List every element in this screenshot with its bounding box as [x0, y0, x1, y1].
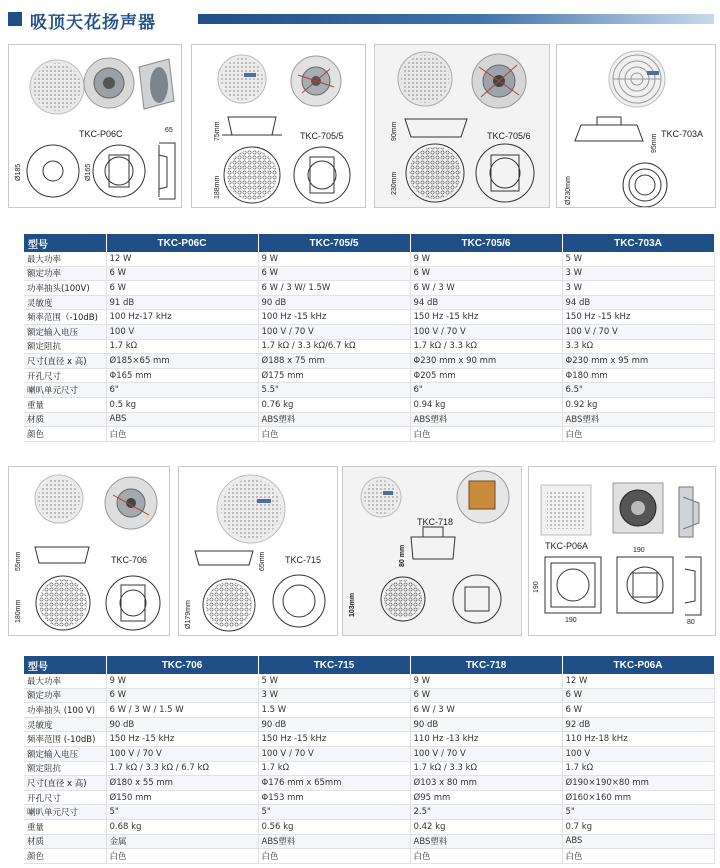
- spec-label: 额定功率: [24, 266, 106, 281]
- panel-model-label: TKC-706: [111, 555, 148, 565]
- panel-model-label: TKC-705/6: [487, 131, 531, 141]
- table-row: [24, 295, 714, 310]
- header-model-name: TKC-703A: [562, 234, 714, 252]
- spec-value: 0.94 kg: [410, 397, 562, 412]
- spec-value: Φ180 mm: [562, 368, 714, 383]
- spec-label: 尺寸(直径 x 高): [24, 354, 106, 369]
- spec-value: 白色: [106, 849, 258, 864]
- spec-value: ABS塑料: [258, 412, 410, 427]
- spec-value: 0.7 kg: [562, 819, 714, 834]
- spec-value: 0.42 kg: [410, 819, 562, 834]
- spec-value: Ø188 x 75 mm: [258, 354, 410, 369]
- product-panel-tkc-718: [342, 466, 522, 636]
- tkc-p06a-drawings: [529, 467, 715, 635]
- header-model-name: TKC-705/5: [258, 234, 410, 252]
- spec-value: 6.5": [562, 383, 714, 398]
- spec-value: Ø185×65 mm: [106, 354, 258, 369]
- table-row: [24, 354, 714, 369]
- spec-value: 90 dB: [106, 717, 258, 732]
- spec-value: 9 W: [410, 674, 562, 688]
- tkc-p06c-drawings: [9, 45, 181, 207]
- spec-value: 1.7 kΩ / 3.3 kΩ: [410, 761, 562, 776]
- spec-label: 材质: [24, 834, 106, 849]
- table-row: [24, 310, 714, 325]
- table-header-row: [24, 656, 714, 674]
- spec-value: 0.56 kg: [258, 819, 410, 834]
- product-panel-tkc-706: [8, 466, 170, 636]
- spec-label: 重量: [24, 397, 106, 412]
- spec-label: 额定输入电压: [24, 324, 106, 339]
- spec-value: 6 W: [410, 688, 562, 703]
- spec-value: 1.7 kΩ: [106, 339, 258, 354]
- tkc-706-drawings: [9, 467, 169, 635]
- dim-label: 190: [533, 581, 540, 593]
- spec-value: 6 W: [106, 266, 258, 281]
- spec-value: 6 W: [562, 688, 714, 703]
- table-row: [24, 688, 714, 703]
- spec-value: 3 W: [562, 266, 714, 281]
- spec-value: 100 V / 70 V: [106, 746, 258, 761]
- spec-value: Ø175 mm: [258, 368, 410, 383]
- spec-value: Φ230 mm x 95 mm: [562, 354, 714, 369]
- table-row: [24, 819, 714, 834]
- spec-label: 最大功率: [24, 252, 106, 266]
- table-row: [24, 368, 714, 383]
- spec-value: 6 W: [106, 688, 258, 703]
- panel-model-label: TKC-703A: [661, 129, 704, 139]
- table-header-row: [24, 234, 714, 252]
- dim-label: Ø230mm: [565, 176, 572, 205]
- spec-value: 150 Hz -15 kHz: [106, 732, 258, 747]
- dim-label: 75mm: [214, 121, 221, 141]
- table-row: [24, 717, 714, 732]
- dim-label: 65: [165, 127, 173, 134]
- spec-value: 100 Hz-17 kHz: [106, 310, 258, 325]
- spec-value: Φ205 mm: [410, 368, 562, 383]
- dim-label: 65mm: [259, 551, 266, 571]
- spec-value: ABS塑料: [410, 412, 562, 427]
- spec-value: 5 W: [562, 252, 714, 266]
- dim-label: Ø185: [15, 163, 22, 181]
- spec-label: 材质: [24, 412, 106, 427]
- spec-value: 12 W: [562, 674, 714, 688]
- spec-value: Ø180 x 55 mm: [106, 776, 258, 791]
- spec-value: 金属: [106, 834, 258, 849]
- spec-value: 100 V / 70 V: [410, 324, 562, 339]
- spec-value: ABS: [562, 834, 714, 849]
- panel-model-label: TKC-P06C: [79, 129, 123, 139]
- table-row: [24, 324, 714, 339]
- table-row: [24, 703, 714, 718]
- spec-value: 90 dB: [258, 717, 410, 732]
- spec-label: 灵敏度: [24, 295, 106, 310]
- spec-value: Φ176 mm x 65mm: [258, 776, 410, 791]
- spec-value: 1.7 kΩ / 3.3 kΩ: [410, 339, 562, 354]
- spec-value: 白色: [562, 849, 714, 864]
- spec-label: 功率抽头 (100 V): [24, 703, 106, 718]
- spec-value: 白色: [562, 427, 714, 442]
- spec-value: 94 dB: [410, 295, 562, 310]
- spec-label: 频率范围 (-10dB): [24, 732, 106, 747]
- panel-model-label: TKC-715: [285, 555, 322, 565]
- spec-label: 灵敏度: [24, 717, 106, 732]
- spec-value: 5 W: [258, 674, 410, 688]
- panel-model-label: TKC-P06A: [545, 541, 589, 551]
- table-row: [24, 849, 714, 864]
- spec-value: 6 W: [410, 266, 562, 281]
- header-label-model: 型号: [24, 234, 106, 252]
- header-model-name: TKC-P06A: [562, 656, 714, 674]
- tkc-703a-drawings: [557, 45, 715, 207]
- spec-value: 5": [562, 805, 714, 820]
- dim-label: 80 mm: [399, 544, 406, 567]
- spec-label: 尺寸(直径 x 高): [24, 776, 106, 791]
- table-row: [24, 397, 714, 412]
- spec-value: 9 W: [106, 674, 258, 688]
- spec-value: 0.5 kg: [106, 397, 258, 412]
- spec-table-1: [24, 234, 715, 442]
- spec-value: 白色: [258, 427, 410, 442]
- spec-value: Φ230 mm x 90 mm: [410, 354, 562, 369]
- spec-table-2: [24, 656, 715, 864]
- product-panel-tkc-p06c: [8, 44, 182, 208]
- table-row: [24, 776, 714, 791]
- dim-label: 188mm: [214, 175, 221, 199]
- spec-label: 开孔尺寸: [24, 790, 106, 805]
- dim-label: 230mm: [391, 171, 398, 195]
- table-row: [24, 805, 714, 820]
- spec-value: Ø160×160 mm: [562, 790, 714, 805]
- spec-value: 白色: [410, 427, 562, 442]
- dim-label: 90mm: [391, 121, 398, 141]
- spec-value: 5.5": [258, 383, 410, 398]
- spec-value: 6 W / 3 W / 1.5 W: [106, 703, 258, 718]
- product-panel-tkc-p06a: [528, 466, 716, 636]
- table-row: [24, 266, 714, 281]
- header-model-name: TKC-718: [410, 656, 562, 674]
- spec-label: 颜色: [24, 427, 106, 442]
- table-row: [24, 281, 714, 296]
- dim-label: 95mm: [651, 133, 658, 153]
- header-square-mark: [8, 12, 22, 26]
- spec-value: 150 Hz -15 kHz: [410, 310, 562, 325]
- panel-model-label: TKC-705/5: [300, 131, 344, 141]
- spec-value: 100 V / 70 V: [258, 324, 410, 339]
- spec-value: 6 W / 3 W/ 1.5W: [258, 281, 410, 296]
- spec-value: 3.3 kΩ: [562, 339, 714, 354]
- spec-value: 3 W: [258, 688, 410, 703]
- spec-value: 1.7 kΩ: [562, 761, 714, 776]
- spec-value: 90 dB: [410, 717, 562, 732]
- spec-value: 100 Hz -15 kHz: [258, 310, 410, 325]
- spec-label: 喇叭单元尺寸: [24, 383, 106, 398]
- spec-value: 9 W: [258, 252, 410, 266]
- spec-value: 1.5 W: [258, 703, 410, 718]
- dim-label: Ø165: [85, 163, 92, 181]
- product-panel-tkc-715: [178, 466, 338, 636]
- header-model-name: TKC-706: [106, 656, 258, 674]
- spec-value: 100 V: [562, 746, 714, 761]
- spec-label: 额定输入电压: [24, 746, 106, 761]
- spec-label: 额定阻抗: [24, 339, 106, 354]
- table-row: [24, 339, 714, 354]
- page-title: 吸顶天花扬声器: [30, 13, 156, 33]
- table-row: [24, 761, 714, 776]
- spec-value: 100 V / 70 V: [562, 324, 714, 339]
- table-row: [24, 790, 714, 805]
- header-model-name: TKC-715: [258, 656, 410, 674]
- spec-value: 6 W / 3 W: [410, 703, 562, 718]
- table-row: [24, 412, 714, 427]
- spec-value: 白色: [410, 849, 562, 864]
- dim-label: 190: [565, 617, 577, 624]
- spec-value: ABS塑料: [258, 834, 410, 849]
- spec-value: 0.76 kg: [258, 397, 410, 412]
- spec-value: 1.7 kΩ / 3.3 kΩ / 6.7 kΩ: [106, 761, 258, 776]
- dim-label: 190: [633, 547, 645, 554]
- spec-value: Ø150 mm: [106, 790, 258, 805]
- spec-label: 喇叭单元尺寸: [24, 805, 106, 820]
- header-label-model: 型号: [24, 656, 106, 674]
- spec-value: 150 Hz -15 kHz: [562, 310, 714, 325]
- dim-label: 180mm: [15, 599, 22, 623]
- spec-value: 1.7 kΩ: [258, 761, 410, 776]
- spec-value: 100 V / 70 V: [410, 746, 562, 761]
- spec-value: 6 W: [106, 281, 258, 296]
- spec-value: ABS: [106, 412, 258, 427]
- tkc-705-6-drawings: [375, 45, 549, 207]
- panel-model-label: TKC-718: [417, 517, 454, 527]
- table-row: [24, 746, 714, 761]
- spec-value: Ø103 x 80 mm: [410, 776, 562, 791]
- spec-value: 91 dB: [106, 295, 258, 310]
- product-panel-tkc-703a: [556, 44, 716, 208]
- table-row: [24, 732, 714, 747]
- spec-value: 9 W: [410, 252, 562, 266]
- spec-value: 6 W: [562, 703, 714, 718]
- spec-value: 6 W / 3 W: [410, 281, 562, 296]
- dim-label: Ø179mm: [185, 600, 192, 629]
- dim-label: 80: [687, 619, 695, 626]
- spec-value: 6 W: [258, 266, 410, 281]
- header-model-name: TKC-705/6: [410, 234, 562, 252]
- spec-value: 100 V: [106, 324, 258, 339]
- page-header: [8, 6, 712, 32]
- header-gradient-bar: [198, 14, 714, 24]
- spec-value: Φ153 mm: [258, 790, 410, 805]
- spec-label: 颜色: [24, 849, 106, 864]
- spec-value: 12 W: [106, 252, 258, 266]
- spec-value: 2.5": [410, 805, 562, 820]
- table-row: [24, 834, 714, 849]
- spec-label: 重量: [24, 819, 106, 834]
- spec-value: 0.92 kg: [562, 397, 714, 412]
- spec-value: 110 Hz-18 kHz: [562, 732, 714, 747]
- spec-value: 3 W: [562, 281, 714, 296]
- spec-value: Φ165 mm: [106, 368, 258, 383]
- spec-value: 5": [258, 805, 410, 820]
- dim-label: 55mm: [15, 551, 22, 571]
- dim-label: 103mm: [349, 592, 356, 617]
- spec-label: 额定功率: [24, 688, 106, 703]
- spec-value: 0.68 kg: [106, 819, 258, 834]
- spec-value: 100 V / 70 V: [258, 746, 410, 761]
- spec-value: Ø190×190×80 mm: [562, 776, 714, 791]
- table-row: [24, 674, 714, 688]
- header-model-name: TKC-P06C: [106, 234, 258, 252]
- table-row: [24, 383, 714, 398]
- tkc-718-drawings: [343, 467, 521, 635]
- spec-value: 6": [410, 383, 562, 398]
- spec-value: ABS塑料: [410, 834, 562, 849]
- spec-value: 90 dB: [258, 295, 410, 310]
- spec-label: 额定阻抗: [24, 761, 106, 776]
- spec-label: 最大功率: [24, 674, 106, 688]
- spec-value: 110 Hz -13 kHz: [410, 732, 562, 747]
- product-panel-tkc-705-5: [191, 44, 366, 208]
- spec-value: 5": [106, 805, 258, 820]
- spec-value: 92 dB: [562, 717, 714, 732]
- spec-value: 1.7 kΩ / 3.3 kΩ/6.7 kΩ: [258, 339, 410, 354]
- spec-value: 6": [106, 383, 258, 398]
- spec-value: 白色: [106, 427, 258, 442]
- spec-value: ABS塑料: [562, 412, 714, 427]
- table-row: [24, 252, 714, 266]
- tkc-715-drawings: [179, 467, 337, 635]
- spec-label: 功率抽头(100V): [24, 281, 106, 296]
- spec-label: 开孔尺寸: [24, 368, 106, 383]
- spec-value: 150 Hz -15 kHz: [258, 732, 410, 747]
- spec-value: 94 dB: [562, 295, 714, 310]
- spec-value: 白色: [258, 849, 410, 864]
- spec-value: Ø95 mm: [410, 790, 562, 805]
- table-row: [24, 427, 714, 442]
- spec-label: 频率范围（-10dB): [24, 310, 106, 325]
- product-panel-tkc-705-6: [374, 44, 550, 208]
